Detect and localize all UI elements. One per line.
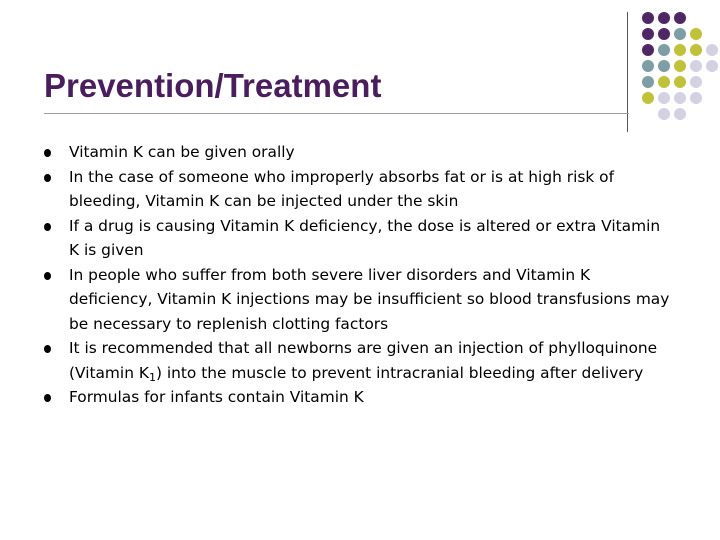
decor-dot [674, 44, 686, 56]
decor-dot [658, 108, 670, 120]
decor-dot [658, 12, 670, 24]
decor-dot [658, 44, 670, 56]
bullet-item [44, 214, 674, 263]
decor-dot [658, 92, 670, 104]
bullet-text: In people who suffer from both severe liver disorders and Vitamin K deficiency, Vitamin K injections may be insufficient so blood transfusions may be necessary to replenish clotting factors [69, 265, 670, 333]
decor-dot [690, 92, 702, 104]
decor-dot [642, 76, 654, 88]
bullet-text: Vitamin K can be given orally [69, 143, 295, 161]
decor-dot [642, 92, 654, 104]
bullet-text-before: It is recommended that all newborns are given an injection of phylloquinone (Vitamin K [69, 339, 658, 382]
bullet-dot-icon [44, 149, 51, 157]
subscript-one: 1 [148, 370, 156, 384]
decor-dot [690, 60, 702, 72]
decor-dot [674, 12, 686, 24]
bullet-item [44, 140, 674, 165]
decor-dot [674, 76, 686, 88]
decor-dot [706, 60, 718, 72]
decor-dot [674, 60, 686, 72]
decor-dot [642, 28, 654, 40]
vertical-divider [627, 12, 628, 132]
decor-dot [674, 28, 686, 40]
decor-dot [706, 44, 718, 56]
decor-dot [690, 44, 702, 56]
bullet-text: Formulas for infants contain Vitamin K [69, 388, 364, 406]
decor-dot [642, 12, 654, 24]
decor-dot [690, 28, 702, 40]
decor-dot [674, 108, 686, 120]
bullet-item [44, 263, 674, 337]
bullet-text-after: ) into the muscle to prevent intracranial bleeding after delivery [155, 363, 644, 382]
bullet-item [44, 165, 674, 214]
bullet-text: If a drug is causing Vitamin K deficiency, the dose is altered or extra Vitamin K is given [69, 216, 661, 259]
bullet-dot-icon [44, 394, 51, 402]
decor-dot [674, 92, 686, 104]
bullet-list [44, 140, 674, 410]
bullet-dot-icon [44, 223, 51, 231]
decor-dot [690, 76, 702, 88]
bullet-item [44, 385, 674, 410]
bullet-item [44, 336, 674, 385]
bullet-dot-icon [44, 345, 51, 353]
title-underline [44, 113, 629, 114]
decor-dot [658, 60, 670, 72]
decor-dot [658, 28, 670, 40]
decor-dot [658, 76, 670, 88]
slide-title: Prevention/Treatment [44, 67, 382, 104]
decor-dot [642, 60, 654, 72]
bullet-dot-icon [44, 174, 51, 182]
bullet-text: In the case of someone who improperly absorbs fat or is at high risk of bleeding, Vitamin K can be injected under the skin [69, 167, 615, 210]
decor-dot [642, 44, 654, 56]
bullet-dot-icon [44, 272, 51, 280]
